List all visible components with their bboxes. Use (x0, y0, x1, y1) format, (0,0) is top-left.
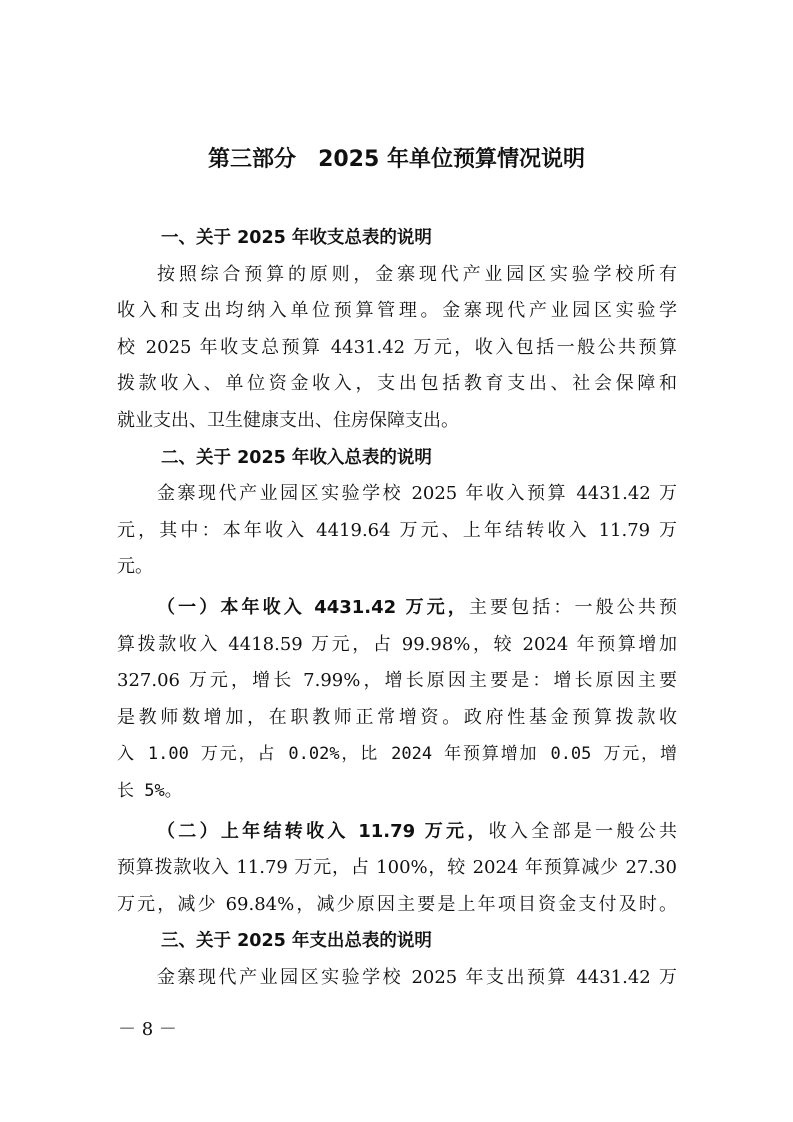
section-2-line-3: 元。 (117, 556, 153, 578)
section-1-line-2: 收入和支出均纳入单位预算管理。金寨现代产业园区实验学 (117, 300, 677, 322)
subsection-2-first-line (117, 814, 677, 851)
section-1-line-1: 按照综合预算的原则，金寨现代产业园区实验学校所有 (157, 263, 677, 285)
section-2-line-1: 金寨现代产业园区实验学校 2025 年收入预算 4431.42 万 (157, 483, 677, 505)
subsection-1-line-3: 327.06 万元，增长 7.99%，增长原因主要是：增长原因主要 (117, 670, 677, 692)
section-3-line-1: 金寨现代产业园区实验学校 2025 年支出预算 4431.42 万 (157, 966, 677, 988)
document-body (117, 220, 677, 996)
section-2-line-2: 元，其中：本年收入 4419.64 万元、上年结转收入 11.79 万 (117, 519, 677, 541)
section-2-heading: 二、关于 2025 年收入总表的说明 (161, 447, 432, 468)
page-title-part: 第三部分 (208, 147, 297, 172)
section-3-heading: 三、关于 2025 年支出总表的说明 (161, 931, 432, 952)
subsection-1-line-2: 算拨款收入 4418.59 万元，占 99.98%，较 2024 年预算增加 (117, 633, 677, 655)
subsection-1-line-4: 是教师数增加，在职教师正常增资。政府性基金预算拨款收 (117, 706, 677, 728)
subsection-1-first-line-text: 主要包括：一般公共预 (468, 596, 677, 618)
subsection-1-line-6: 长 5%。 (117, 780, 182, 801)
subsection-2-heading: （二）上年结转收入 11.79 万元， (157, 820, 489, 842)
subsection-1-first-line (117, 590, 677, 627)
page-title-text: 2025 年单位预算情况说明 (318, 147, 585, 172)
section-1-line-5: 就业支出、卫生健康支出、住房保障支出。 (117, 409, 459, 431)
subsection-1-line-5: 入 1.00 万元，占 0.02%，比 2024 年预算增加 0.05 万元，增 (117, 744, 677, 765)
section-1-line-3: 校 2025 年收支总预算 4431.42 万元，收入包括一般公共预算 (117, 336, 677, 358)
page-number: － 8 － (118, 1019, 177, 1040)
subsection-2-line-2: 预算拨款收入 11.79 万元，占 100%，较 2024 年预算减少 27.30 (117, 857, 677, 879)
page-title (0, 146, 793, 174)
subsection-2-line-3: 万元，减少 69.84%，减少原因主要是上年项目资金支付及时。 (117, 893, 677, 915)
subsection-1-heading: （一）本年收入 4431.42 万元， (157, 596, 469, 618)
subsection-2-first-line-text: 收入全部是一般公共 (488, 820, 677, 842)
section-1-heading: 一、关于 2025 年收支总表的说明 (161, 228, 432, 248)
section-1-line-4: 拨款收入、单位资金收入，支出包括教育支出、社会保障和 (117, 373, 677, 395)
